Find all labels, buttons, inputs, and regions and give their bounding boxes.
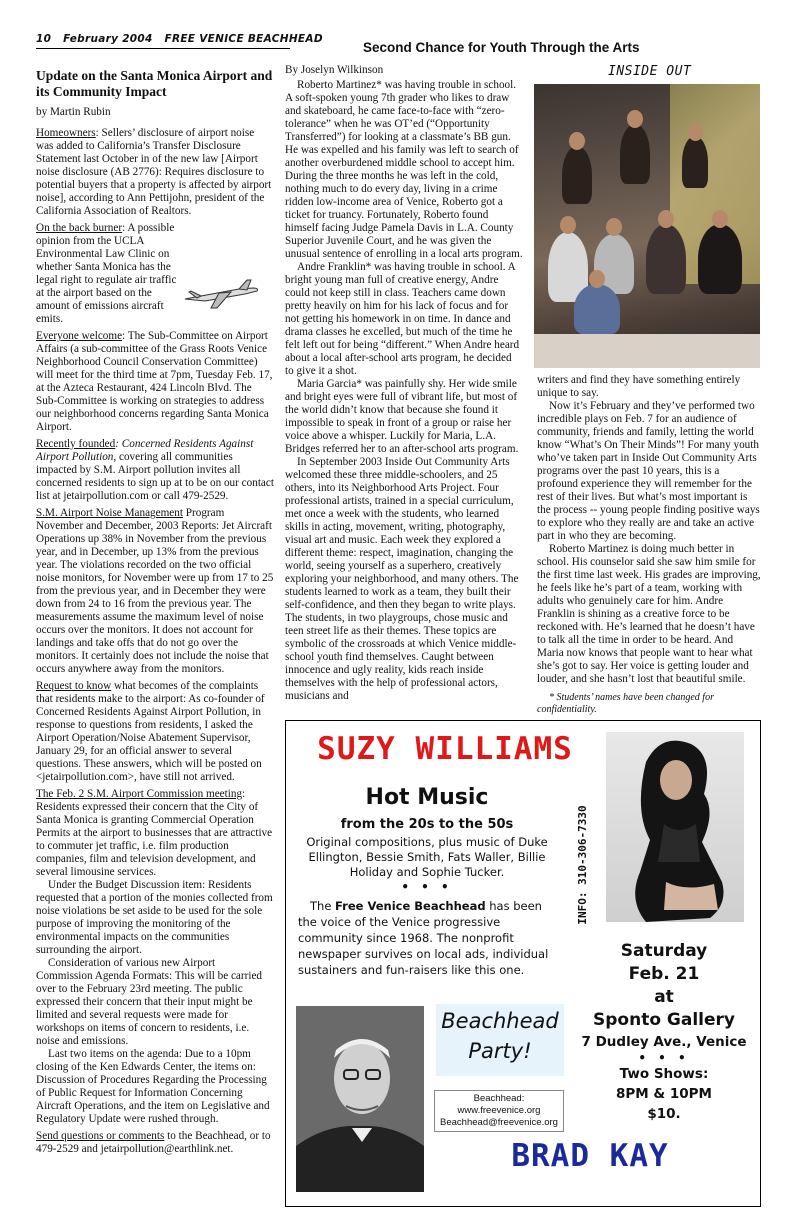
airport-article-title: Update on the Santa Monica Airport and its Community Impact xyxy=(36,68,273,99)
airport-paragraph: On the back burner: A possible opinion from the UCLA Environmental Law Clinic on whether Santa Monica has the legal right to regulate air traffic at the airport based on the amount of emissions aircraft emits. xyxy=(36,222,177,325)
airport-paragraph: S.M. Airport Noise Management Program November and December, 2003 Reports: Jet Aircraft Operations up 38% in November from the previous year, and in December, up 13% from the previous year. The violations recorded on the two official noise monitors, for November were up from 17 to 25 from the previous year, and in December they were down from 24 to 16 from the previous year. The measurements assume the maximum level of noise occurs over the monitors. It does not account for landings and take offs that do not go over the monitors. It certainly does not include the noise that occurs anywhere away from the monitors. xyxy=(36,507,274,675)
event-day: Saturday xyxy=(620,941,708,961)
ad-hot-music: Hot Music xyxy=(365,785,489,810)
youth-paragraph: Maria Garcia* was painfully shy. Her wide smile and bright eyes were full of vibrant life, but most of the world didn’t know that because she found it impossible to speak in front of a group or raise her voice above a whisper. Luckily for Maria, L.A. Bridges referred her to an after-school arts program. xyxy=(285,378,519,455)
youth-paragraph: Now it’s February and they’ve performed two incredible plays on Feb. 7 for an audience of community, friends and family, letting the world know “What’s On Their Minds”! For many youth who’ve taken part in Inside Out Community Arts programs over the past 10 years, this is a profound experience they will remember for the rest of their lives. But what’s most important is the process -- young people finding positive ways to explore who they really are and take an active part in who they are becoming. xyxy=(537,400,760,542)
ad-era: from the 20s to the 50s xyxy=(340,817,514,832)
airport-byline: by Martin Rubin xyxy=(36,106,111,118)
youth-article-headline: Second Chance for Youth Through the Arts xyxy=(363,40,640,55)
man-portrait-icon xyxy=(296,1006,424,1192)
brad-kay-photo xyxy=(296,1006,424,1192)
event-address: 7 Dudley Ave., Venice xyxy=(581,1034,747,1050)
airport-paragraph: Everyone welcome: The Sub-Committee on Airport Affairs (a sub-committee of the Grass Roots Venice Neighborhood Council Conservation Committee) will meet for the third time at 7pm, Tuesday Feb. 17, at the Azteca Restaurant, 424 Lincoln Blvd. The Sub-Committee is working on strategies to address our neighborhood concerns regarding Santa Monica Airport. xyxy=(36,330,273,433)
youth-paragraph: Andre Franklin* was having trouble in school. A bright young man full of creative energy, Andre could not keep still in class. Teachers came down pretty heavily on him for his lack of focus and for not getting his homework in on time. In dance and drama classes he excelled, but much of the time he felt left out for being “different.” When Andre heard about a local after-school arts program, he decided to give it a shot. xyxy=(285,261,520,377)
airport-paragraph: Request to know what becomes of the complaints that residents make to the airport: As co-founder of Concerned Residents Against Airport Pollution, in response to questions from residents, I asked the Airport Operation/Noise Abatement Supervisor, January 29, for an official answer to several questions. These answers, which will be posted on <jetairpollution.com>, have still not arrived. xyxy=(36,680,265,783)
ad-beachhead-blurb: The Free Venice Beachhead has been the voice of the Venice progressive community since 1968. The nonprofit newspaper survives on local ads, individual sustainers and fun-raisers like this one. xyxy=(298,899,549,977)
jet-plane-icon xyxy=(181,277,261,311)
airport-paragraph: Recently founded: Concerned Residents Against Airport Pollution, covering all communities impacted by S.M. Airport pollution invites all concerned residents to sign up at to be on our contact list at jetairpollution.com or call 479-2529. xyxy=(36,438,274,502)
students-group-photo xyxy=(534,84,760,368)
suzy-williams-photo xyxy=(606,732,744,922)
folio-rule xyxy=(36,48,290,49)
event-venue: Sponto Gallery xyxy=(593,1010,735,1030)
ad-info-phone: INFO: 310-306-7330 xyxy=(576,805,589,925)
youth-article-col2 xyxy=(537,374,761,716)
airport-paragraph: Under the Budget Discussion item: Residents requested that a portion of the monies collected from noise violations be set aside to be used for the sole purpose of improving the monitoring of the environmental impacts on the communities surrounding the airport. xyxy=(36,879,273,956)
event-at: at xyxy=(654,987,674,1007)
event-date: Feb. 21 xyxy=(628,964,700,984)
event-dots: • • • xyxy=(638,1051,690,1065)
event-times: 8PM & 10PM xyxy=(615,1086,712,1102)
event-price: $10. xyxy=(647,1106,681,1122)
ad-dots: • • • xyxy=(401,880,453,894)
event-shows: Two Shows: xyxy=(619,1066,709,1082)
beachhead-party-banner: Beachhead Party! xyxy=(436,1004,564,1076)
airport-article xyxy=(36,68,274,1156)
airport-paragraph: Consideration of various new Airport Commission Agenda Formats: This will be carried over to the February 23rd meeting. The public expressed their concern that their input might be limited and several requests were made for workshops on items of concern to residents, i.e. noise and emissions. xyxy=(36,957,263,1047)
youth-paragraph: writers and find they have something entirely unique to say. xyxy=(537,374,741,399)
youth-footnote: * Students’ names have been changed for confidentiality. xyxy=(537,692,714,715)
airport-paragraph: Send questions or comments to the Beachhead, or to 479-2529 and jetairpollution@earthlink.net. xyxy=(36,1130,271,1155)
performer-name: SUZY WILLIAMS xyxy=(317,731,573,767)
airport-paragraph: The Feb. 2 S.M. Airport Commission meeting: Residents expressed their concern that the City of Santa Monica is granting Commercial Operation Permits at the airport to businesses that are attractive to commuter jet traffic, i.e. film production companies, film and television development, and several limousine services. xyxy=(36,788,273,878)
airport-paragraph: Last two items on the agenda: Due to a 10pm closing of the Ken Edwards Center, the items on: Discussion of Procedures Regarding the Processing of Public Request for Information Concerning Aircraft Operations, and the item on Legislative and Regulatory Update were rushed through. xyxy=(36,1048,270,1125)
folio: 10 February 2004 FREE VENICE BEACHHEAD xyxy=(36,33,323,45)
beachhead-contact-box: Beachhead: www.freevenice.org Beachhead@freevenice.org xyxy=(434,1090,564,1132)
youth-paragraph: Roberto Martinez* was having trouble in school. A soft-spoken young 7th grader who likes to draw and skateboard, he came face-to-face with “zero-tolerance” when he was OT’ed (“Opportunity Transferred”) for looking at a classmate’s BB gun. He was expelled and his family was left to search of another overburdened middle school to accept him. During the three months he was left in the cold, nothing much to do every day, living in a crime ridden low-income area of Venice, Roberto got a ticket for truancy. Fortunately, Roberto found himself facing Judge Pamela Davis in L.A. County Superior Juvenile Court, and he was given the unusual sentence of enrolling in a local arts program. xyxy=(285,79,523,260)
airport-paragraph: Homeowners: Sellers’ disclosure of airport noise was added to California’s Transfer Disclosure Statement last October in of the new law [Airport noise disclosure (AB 2776): Requires disclosure to potential buyers that a property is affected by airport noise], according to Ann Pettijohn, president of the California Association of Realtors. xyxy=(36,127,272,217)
pianist-name: BRAD KAY xyxy=(511,1138,669,1174)
youth-article-col1 xyxy=(285,64,523,703)
event-details xyxy=(576,940,752,1124)
column-name: INSIDE OUT xyxy=(608,64,692,79)
youth-paragraph: Roberto Martinez is doing much better in school. His counselor said she saw him smile for the first time last week. His grades are improving, he feels like he’s part of a team, working with adults who genuinely care for him. Andre Franklin is shining as a creative force to be reckoned with. He’s learned that he doesn’t have to talk all the time in order to be heard. And Maria now knows that people want to hear what she’s got to say. Her voice is getting louder and louder, and she hasn’t lost that beautiful smile. xyxy=(537,543,761,685)
youth-paragraph: In September 2003 Inside Out Community Arts welcomed these three middle-schoolers, and 25 others, into its Neighborhood Arts Project. Four professional artists, trained in a special curriculum, met once a week with the students, who learned skills in acting, movement, writing, photography, visual art and music. Each week they explored a different theme: respect, imagination, changing the world, seeing yourself as a superhero, creatively exploring your neighborhood, and many others. The students learned to work as a team, they built their self-confidence, and then they began to write plays. The students, in two playgroups, chose music and teen street life as their themes. These topics are symbolic of the crossroads at which Venice middle-school youth find themselves. Caught between innocence and ugly reality, kids reach inside themselves with the help of professional actors, musicians and xyxy=(285,456,519,702)
youth-byline: By Joselyn Wilkinson xyxy=(285,64,384,76)
ad-original-compositions: Original compositions, plus music of Duke Ellington, Bessie Smith, Fats Waller, Billie Holiday and Sophie Tucker. • • • xyxy=(296,835,558,895)
suzy-silhouette-icon xyxy=(606,732,744,922)
